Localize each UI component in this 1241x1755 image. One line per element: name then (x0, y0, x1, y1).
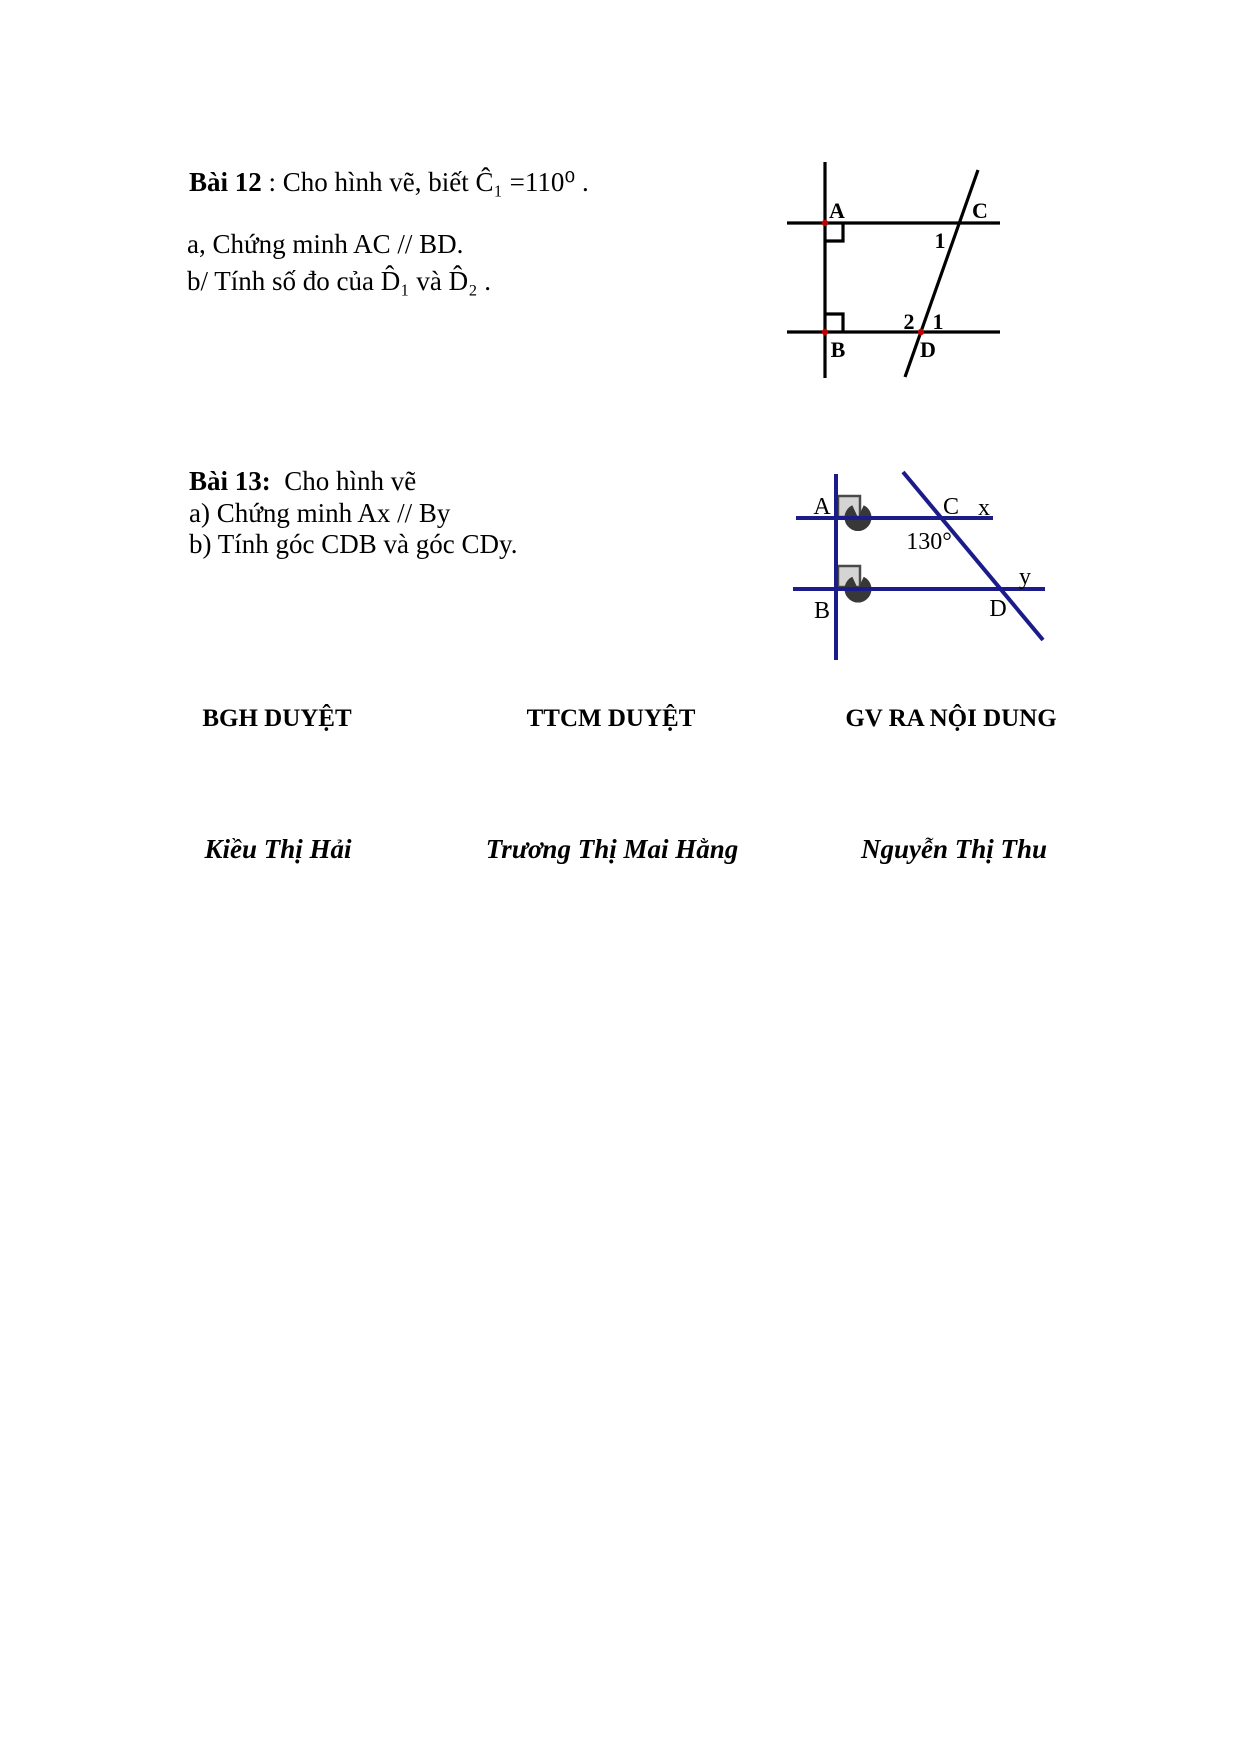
label-c: C (972, 198, 988, 223)
label-angle-d1: 1 (932, 309, 944, 334)
problem-13-label: Bài 13: (189, 466, 271, 496)
label-x: x (978, 495, 990, 521)
problem-13-statement: Cho hình vẽ (270, 466, 417, 496)
label-d: D (989, 596, 1007, 622)
problem-13-part-b: b) Tính góc CDB và góc CDy. (189, 529, 518, 559)
problem-12-part-b: b/ Tính số đo của D̂₁ và D̂₂ . (187, 266, 492, 296)
figure-12-lines (787, 162, 1000, 378)
signature-title-gv: GV RA NỘI DUNG (845, 705, 1057, 732)
problem-13-part-a: a) Chứng minh Ax // By (189, 498, 451, 528)
signature-title-bgh: BGH DUYỆT (202, 705, 352, 732)
problem-12-label: Bài 12 (189, 167, 262, 197)
problem-12-part-a: a, Chứng minh AC // BD. (187, 229, 464, 259)
label-angle-c1: 1 (934, 228, 946, 253)
signature-title-ttcm: TTCM DUYỆT (526, 705, 696, 732)
signature-name-ttcm: Trương Thị Mai Hằng (485, 834, 739, 864)
problem-12-statement: : Cho hình vẽ, biết Ĉ₁ =110⁰ . (261, 167, 589, 197)
problem-13-title (189, 466, 416, 497)
label-y: y (1019, 564, 1031, 590)
label-a: A (829, 198, 845, 223)
label-c: C (942, 494, 960, 520)
point-b-dot (822, 329, 828, 335)
figure-problem-13 (775, 450, 1065, 665)
right-angle-mark-b (825, 314, 843, 332)
figure-problem-12 (770, 140, 1020, 390)
signature-name-gv: Nguyễn Thị Thu (860, 834, 1048, 864)
point-a-dot (822, 220, 828, 226)
line-cd (903, 472, 1043, 640)
signature-name-bgh: Kiều Thị Hải (204, 834, 352, 864)
label-angle-130: 130° (906, 529, 952, 555)
line-cd (905, 170, 978, 377)
figure-13-lines (793, 472, 1045, 660)
problem-12-title (189, 167, 589, 198)
right-angle-mark-a (825, 223, 843, 241)
label-b: B (813, 598, 831, 624)
label-a: A (813, 494, 831, 520)
label-d: D (920, 337, 936, 362)
point-d-dot (918, 329, 924, 335)
label-b: B (830, 337, 846, 362)
label-angle-d2: 2 (903, 309, 915, 334)
